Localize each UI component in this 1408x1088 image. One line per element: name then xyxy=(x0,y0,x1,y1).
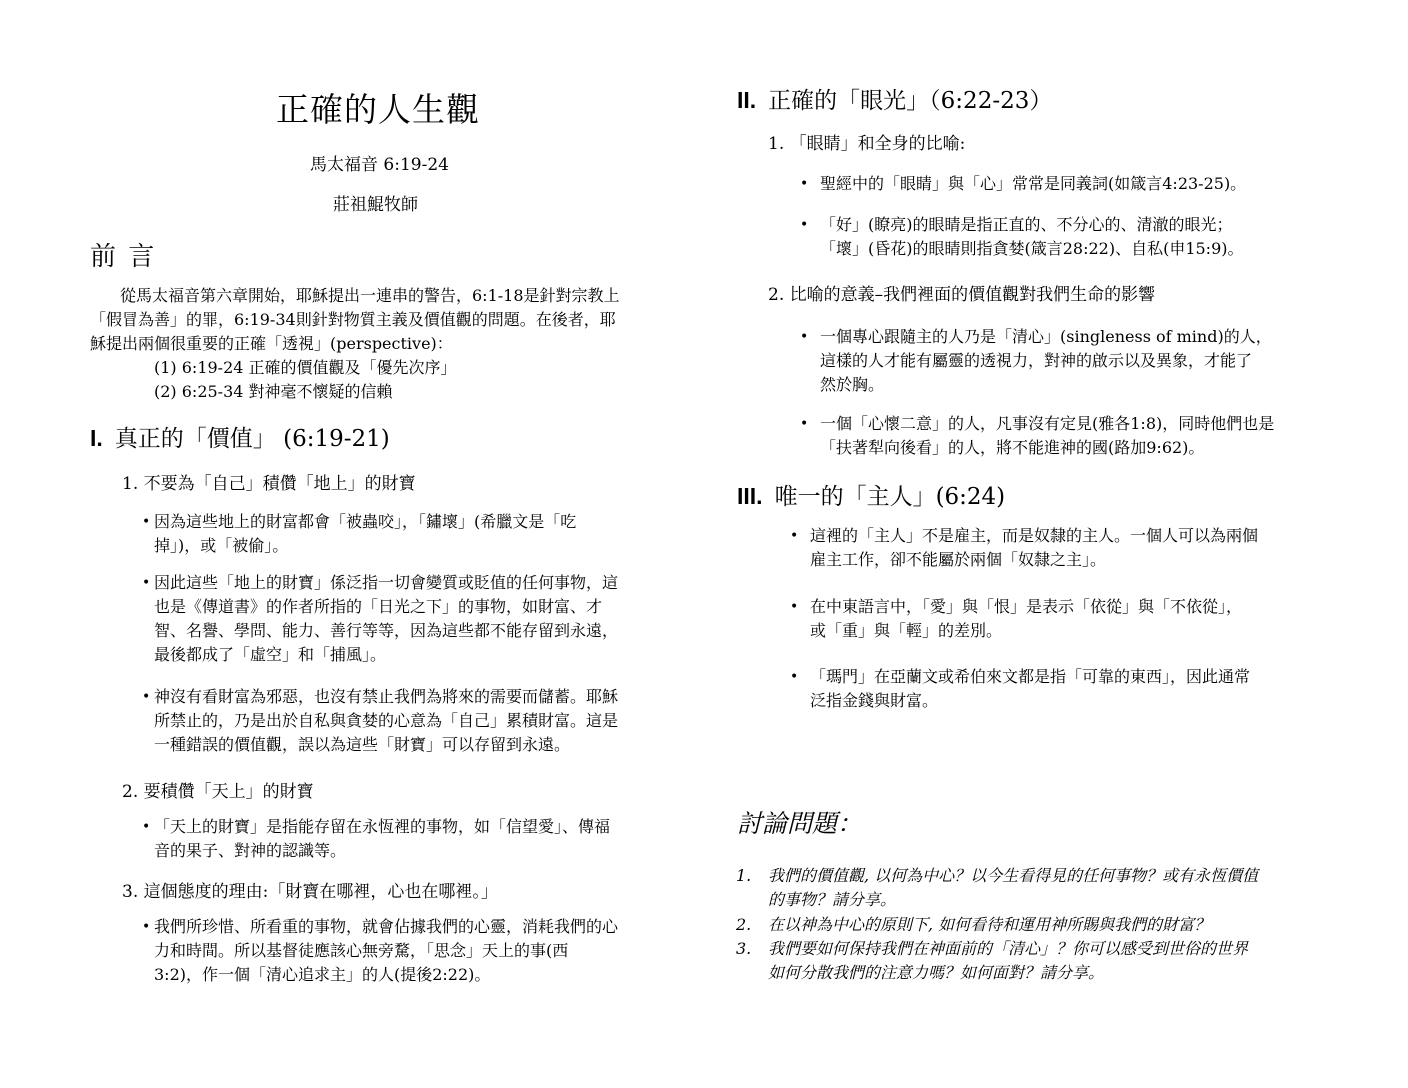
discussion-question xyxy=(736,913,1338,937)
bullet-line: 智、名譽、學問、能力、善行等等，因為這些都不能存留到永遠， xyxy=(154,621,619,640)
bullet-item xyxy=(142,815,684,863)
bullet-line: 力和時間。所以基督徒應該心無旁騖，「思念」天上的事(西 xyxy=(154,941,569,960)
question-line: 我們要如何保持我們在神面前的「清心」？你可以感受到世俗的世界 xyxy=(768,939,1249,958)
bullet-line: 一種錯誤的價值觀，誤以為這些「財寶」可以存留到永遠。 xyxy=(154,735,571,754)
bullet-line: 雇主工作，卻不能屬於兩個「奴隸之主」。 xyxy=(810,550,1107,569)
intro-line: 從馬太福音第六章開始，耶穌提出一連串的警告，6:1-18是針對宗教上 xyxy=(120,286,620,305)
bullet-icon: • xyxy=(800,217,809,233)
bullet-item xyxy=(800,213,1340,261)
intro-heading: 前 言 xyxy=(90,242,157,272)
bullet-item xyxy=(800,412,1340,460)
intro-line: 穌提出兩個很重要的正確「透視」(perspective)： xyxy=(90,334,453,353)
bullet-icon: • xyxy=(800,329,809,345)
bullet-line: 這樣的人才能有屬靈的透視力，對神的啟示以及異象，才能了 xyxy=(820,351,1253,370)
section1-item3: 3. 這個態度的理由:「財寶在哪裡，心也在哪裡。」 xyxy=(122,882,498,902)
page-title: 正確的人生觀 xyxy=(276,90,480,129)
bullet-icon: • xyxy=(142,689,151,705)
bullet-line: 然於胸。 xyxy=(820,375,885,394)
question-line: 如何分散我們的注意力嗎？如何面對？請分享。 xyxy=(768,963,1105,982)
bullet-icon: • xyxy=(142,575,151,591)
section-title: 唯一的「主人」(6:24) xyxy=(774,484,1006,510)
bullet-icon: • xyxy=(790,528,799,544)
discussion-question xyxy=(736,937,1338,985)
intro-line: 「假冒為善」的罪，6:19-34則針對物質主義及價值觀的問題。在後者，耶 xyxy=(90,310,616,329)
bullet-item xyxy=(800,172,1340,196)
intro-point: (2) 6:25-34 對神毫不懷疑的信賴 xyxy=(154,382,393,401)
question-line: 在以神為中心的原則下, 如何看待和運用神所賜與我們的財富？ xyxy=(768,915,1211,934)
bullet-line: 一個「心懷二意」的人，凡事沒有定見(雅各1:8)，同時他們也是 xyxy=(820,414,1275,433)
section-title: 真正的「價值」 (6:19-21) xyxy=(114,426,390,452)
bullet-icon: • xyxy=(142,514,151,530)
section-title: 正確的「眼光」（6:22-23） xyxy=(768,88,1053,114)
bullet-line: 最後都成了「虛空」和「捕風」。 xyxy=(154,645,387,664)
bullet-icon: • xyxy=(800,416,809,432)
bullet-item xyxy=(142,510,684,558)
section2-heading xyxy=(737,82,1052,115)
bullet-line: 因為這些地上的財富都會「被蟲咬」，「鏽壞」(希臘文是「吃 xyxy=(154,512,577,531)
bullet-item xyxy=(142,571,684,667)
bullet-icon: • xyxy=(142,819,151,835)
bullet-line: 神沒有看財富為邪惡，也沒有禁止我們為將來的需要而儲蓄。耶穌 xyxy=(154,687,619,706)
section2-item2: 2. 比喻的意義–我們裡面的價值觀對我們生命的影響 xyxy=(768,285,1156,305)
intro-paragraph xyxy=(90,284,690,404)
section1-heading xyxy=(90,420,390,453)
bullet-item xyxy=(142,685,684,757)
question-number: 3. xyxy=(736,939,752,958)
scripture-reference: 馬太福音 6:19-24 xyxy=(310,155,449,175)
bullet-line: 泛指金錢與財富。 xyxy=(810,691,939,710)
bullet-icon: • xyxy=(142,919,151,935)
question-line: 的事物？請分享。 xyxy=(768,890,897,909)
bullet-line: 「扶著犁向後看」的人，將不能進神的國(路加9:62)。 xyxy=(820,438,1205,457)
bullet-icon: • xyxy=(790,599,799,615)
bullet-line: 「瑪門」在亞蘭文或希伯來文都是指「可靠的東西」，因此通常 xyxy=(810,667,1251,686)
bullet-item xyxy=(142,915,684,987)
bullet-line: 所禁止的，乃是出於自私與貪婪的心意為「自己」累積財富。這是 xyxy=(154,711,619,730)
bullet-item xyxy=(790,595,1340,643)
section-number: II. xyxy=(737,87,757,113)
discussion-question xyxy=(736,864,1338,912)
question-number: 2. xyxy=(736,915,752,934)
bullet-line: 一個專心跟隨主的人乃是「清心」(singleness of mind)的人， xyxy=(820,327,1272,346)
section2-item1: 1. 「眼睛」和全身的比喻: xyxy=(768,134,966,154)
bullet-line: 我們所珍惜、所看重的事物，就會佔據我們的心靈，消耗我們的心 xyxy=(154,917,619,936)
bullet-line: 或「重」與「輕」的差別。 xyxy=(810,621,1003,640)
section3-heading xyxy=(737,478,1005,511)
bullet-icon: • xyxy=(800,176,809,192)
bullet-item xyxy=(800,325,1340,397)
bullet-line: 這裡的「主人」不是雇主，而是奴隸的主人。一個人可以為兩個 xyxy=(810,526,1259,545)
bullet-line: 因此這些「地上的財寶」係泛指一切會變質或貶值的任何事物，這 xyxy=(154,573,619,592)
bullet-line: 掉」)，或「被偷」。 xyxy=(154,536,289,555)
author: 莊祖鯤牧師 xyxy=(333,195,418,215)
question-line: 我們的價值觀, 以何為中心？以今生看得見的任何事物？或有永恆價值 xyxy=(768,866,1259,885)
intro-point: (1) 6:19-24 正確的價值觀及「優先次序」 xyxy=(154,358,457,377)
bullet-line: 在中東語言中，「愛」與「恨」是表示「依從」與「不依從」， xyxy=(810,597,1243,616)
section-number: III. xyxy=(737,483,763,509)
bullet-line: 「壞」(昏花)的眼睛則指貪婪(箴言28:22)、自私(申15:9)。 xyxy=(820,239,1244,258)
bullet-line: 也是《傳道書》的作者所指的「日光之下」的事物，如財富、才 xyxy=(154,597,603,616)
discussion-heading: 討論問題： xyxy=(737,809,863,838)
question-number: 1. xyxy=(736,866,752,885)
section-number: I. xyxy=(90,425,103,451)
bullet-icon: • xyxy=(790,669,799,685)
section1-item1: 1. 不要為「自己」積儹「地上」的財寶 xyxy=(122,474,416,494)
bullet-line: 3:2)，作一個「清心追求主」的人(提後2:22)。 xyxy=(154,965,491,984)
bullet-line: 聖經中的「眼睛」與「心」常常是同義詞(如箴言4:23-25)。 xyxy=(820,174,1247,193)
section1-item2: 2. 要積儹「天上」的財寶 xyxy=(122,782,314,802)
bullet-line: 「天上的財寶」是指能存留在永恆裡的事物，如「信望愛」、傳福 xyxy=(154,817,611,836)
bullet-item xyxy=(790,524,1340,572)
bullet-line: 音的果子、對神的認識等。 xyxy=(154,841,347,860)
bullet-item xyxy=(790,665,1340,713)
bullet-line: 「好」(瞭亮)的眼睛是指正直的、不分心的、清澈的眼光； xyxy=(820,215,1233,234)
